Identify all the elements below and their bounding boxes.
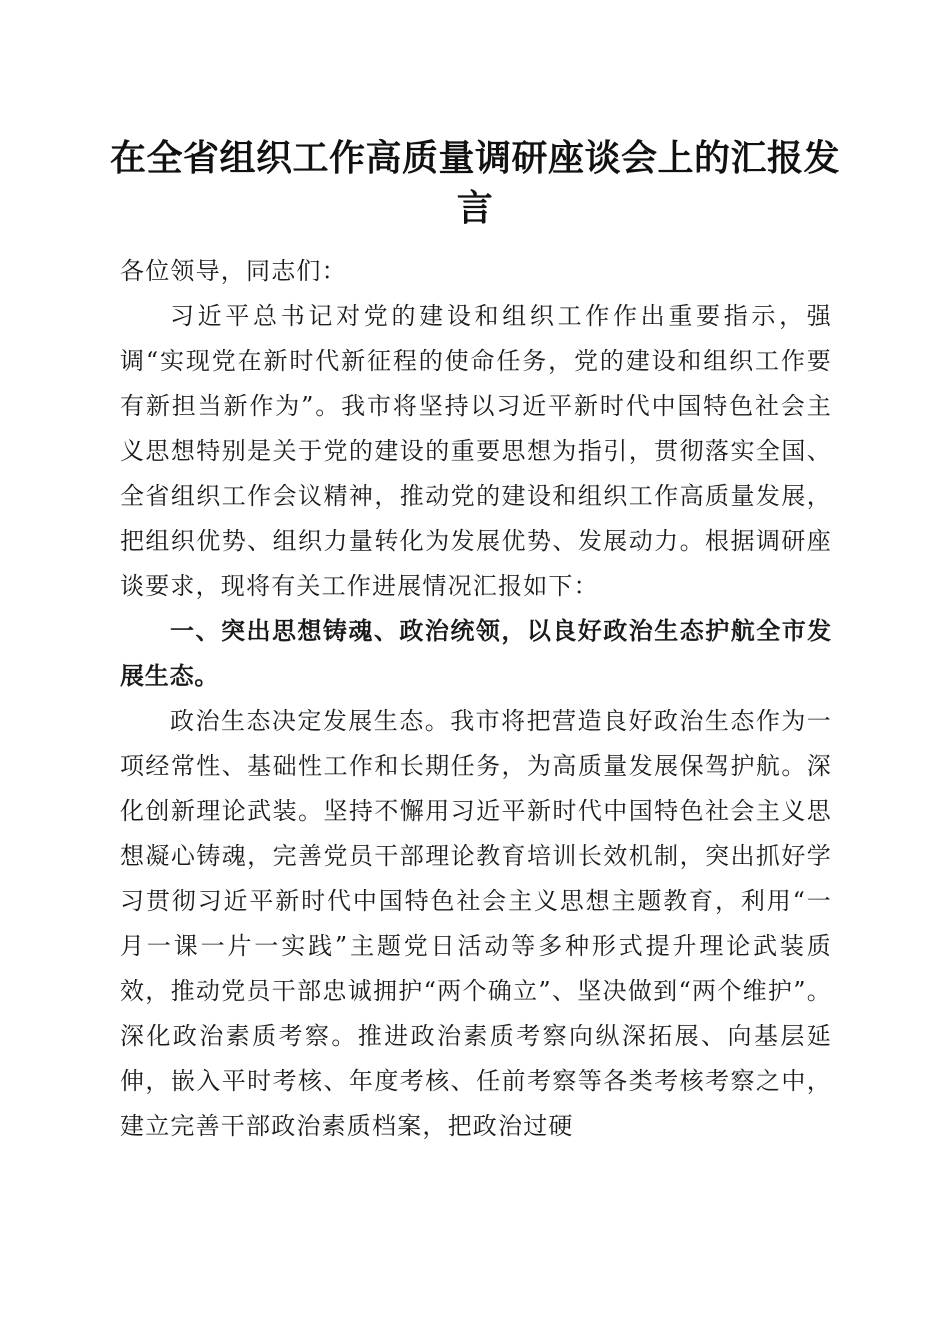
- document-title: 在全省组织工作高质量调研座谈会上的汇报发言: [109, 138, 840, 229]
- intro-paragraph: 习近平总书记对党的建设和组织工作作出重要指示，强调“实现党在新时代新征程的使命任务，党的建设和组织工作要有新担当新作为”。我市将坚持以习近平新时代中国特色社会主义思想特别是关于党的建设的重要思想为指引，贯彻落实全国、全省组织工作会议精神，推动党的建设和组织工作高质量发展，把组织优势、组织力量转化为发展优势、发展动力。根据调研座谈要求，现将有关工作进展情况汇报如下：: [120, 302, 832, 600]
- document-body: [120, 249, 832, 1149]
- section-heading-1: 一、突出思想铸魂、政治统领，以良好政治生态护航全市发展生态。: [120, 617, 832, 690]
- salutation: 各位领导，同志们：: [120, 257, 347, 285]
- section-1-paragraph: 政治生态决定发展生态。我市将把营造良好政治生态作为一项经常性、基础性工作和长期任务，为高质量发展保驾护航。深化创新理论武装。坚持不懈用习近平新时代中国特色社会主义思想凝心铸魂，完善党员干部理论教育培训长效机制，突出抓好学习贯彻习近平新时代中国特色社会主义思想主题教育，利用“一月一课一片一实践”主题党日活动等多种形式提升理论武装质效，推动党员干部忠诚拥护“两个确立”、坚决做到“两个维护”。深化政治素质考察。推进政治素质考察向纵深拓展、向基层延伸，嵌入平时考核、年度考核、任前考察等各类考核考察之中，建立完善干部政治素质档案，把政治过硬: [120, 707, 832, 1140]
